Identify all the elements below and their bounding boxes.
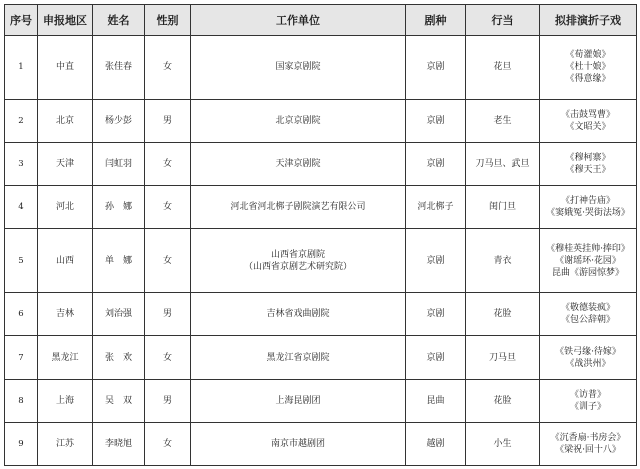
row-gender-cell: 男 xyxy=(145,379,191,422)
row-gender-cell: 女 xyxy=(145,229,191,293)
row-name-cell: 杨少彭 xyxy=(93,99,145,142)
row-plays-cell xyxy=(540,229,637,293)
play-title: 《战洪州》 xyxy=(565,358,611,369)
play-title: 《文昭关》 xyxy=(565,121,611,132)
row-region-cell: 黑龙江 xyxy=(38,336,93,379)
table-row xyxy=(5,293,637,336)
table-row xyxy=(5,336,637,379)
row-genre-cell: 越剧 xyxy=(406,422,466,465)
play-title: 《训子》 xyxy=(569,401,606,412)
row-region-cell: 上海 xyxy=(38,379,93,422)
row-name-cell: 单 娜 xyxy=(93,229,145,293)
row-name-cell: 张 欢 xyxy=(93,336,145,379)
table-row xyxy=(5,99,637,142)
row-role-cell: 刀马旦、武旦 xyxy=(466,143,540,186)
row-gender-cell: 女 xyxy=(145,186,191,229)
play-title: 《铁弓缘·待嫁》 xyxy=(555,346,621,357)
play-title: 《穆桂英挂帅·捧印》 xyxy=(546,243,630,254)
table-row xyxy=(5,186,637,229)
row-genre-cell: 京剧 xyxy=(406,336,466,379)
table-row xyxy=(5,422,637,465)
play-title: 《荀灌娘》 xyxy=(565,50,611,61)
row-name-cell: 孙 娜 xyxy=(93,186,145,229)
play-title: 《得意缘》 xyxy=(565,74,611,85)
row-region-cell: 山西 xyxy=(38,229,93,293)
table-row xyxy=(5,229,637,293)
row-name-cell: 李晓旭 xyxy=(93,422,145,465)
header-seq: 序号 xyxy=(5,5,38,36)
row-gender-cell: 女 xyxy=(145,336,191,379)
play-title: 《穆柯寨》 xyxy=(565,153,611,164)
unit-line: 国家京剧院 xyxy=(275,62,321,73)
row-role-cell: 花脸 xyxy=(466,379,540,422)
unit-line: 上海昆剧团 xyxy=(275,395,321,406)
row-name-cell: 吴 双 xyxy=(93,379,145,422)
row-unit-cell xyxy=(191,36,406,100)
row-unit-cell xyxy=(191,336,406,379)
row-name-cell: 闫虹羽 xyxy=(93,143,145,186)
row-seq-cell: 4 xyxy=(5,186,38,229)
row-region-cell: 北京 xyxy=(38,99,93,142)
header-role: 行当 xyxy=(466,5,540,36)
row-seq-cell: 2 xyxy=(5,99,38,142)
unit-line: 河北省河北梆子剧院演艺有限公司 xyxy=(230,202,366,213)
row-region-cell: 河北 xyxy=(38,186,93,229)
row-seq-cell: 8 xyxy=(5,379,38,422)
play-title: 《杜十娘》 xyxy=(565,62,611,73)
row-seq-cell: 3 xyxy=(5,143,38,186)
header-genre: 剧种 xyxy=(406,5,466,36)
row-seq-cell: 9 xyxy=(5,422,38,465)
unit-line: 南京市越剧团 xyxy=(270,438,325,449)
row-plays-cell xyxy=(540,422,637,465)
row-seq-cell: 1 xyxy=(5,36,38,100)
row-name-cell: 张佳春 xyxy=(93,36,145,100)
row-plays-cell xyxy=(540,186,637,229)
play-title: 《访普》 xyxy=(569,389,606,400)
play-title: 《梁祝·回十八》 xyxy=(555,444,621,455)
row-genre-cell: 京剧 xyxy=(406,36,466,100)
row-region-cell: 江苏 xyxy=(38,422,93,465)
play-title: 《敬德装疯》 xyxy=(560,303,615,314)
row-plays-cell xyxy=(540,36,637,100)
row-role-cell: 花旦 xyxy=(466,36,540,100)
row-gender-cell: 男 xyxy=(145,293,191,336)
row-genre-cell: 京剧 xyxy=(406,229,466,293)
play-title: 《沉香扇·书房会》 xyxy=(550,432,626,443)
row-plays-cell xyxy=(540,379,637,422)
row-role-cell: 青衣 xyxy=(466,229,540,293)
row-seq-cell: 7 xyxy=(5,336,38,379)
row-unit-cell xyxy=(191,293,406,336)
row-genre-cell: 京剧 xyxy=(406,293,466,336)
row-role-cell: 花脸 xyxy=(466,293,540,336)
header-region: 申报地区 xyxy=(38,5,93,36)
unit-line: 吉林省戏曲剧院 xyxy=(266,309,330,320)
row-seq-cell: 6 xyxy=(5,293,38,336)
table-row xyxy=(5,379,637,422)
performer-table-container xyxy=(4,4,636,466)
unit-line: 山西省京剧院 xyxy=(270,249,325,260)
unit-line: （山西省京剧艺术研究院） xyxy=(243,261,352,272)
table-body xyxy=(5,36,637,466)
play-title: 昆曲《游园惊梦》 xyxy=(551,267,624,278)
play-title: 《谢瑶环·花园》 xyxy=(555,255,621,266)
row-plays-cell xyxy=(540,336,637,379)
play-title: 《打神告庙》 xyxy=(560,196,615,207)
unit-line: 黑龙江省京剧院 xyxy=(266,352,330,363)
table-row xyxy=(5,36,637,100)
row-gender-cell: 女 xyxy=(145,143,191,186)
row-gender-cell: 女 xyxy=(145,422,191,465)
row-role-cell: 老生 xyxy=(466,99,540,142)
row-name-cell: 刘治强 xyxy=(93,293,145,336)
row-plays-cell xyxy=(540,99,637,142)
row-region-cell: 吉林 xyxy=(38,293,93,336)
row-gender-cell: 男 xyxy=(145,99,191,142)
row-unit-cell xyxy=(191,143,406,186)
row-genre-cell: 河北梆子 xyxy=(406,186,466,229)
row-unit-cell xyxy=(191,99,406,142)
row-gender-cell: 女 xyxy=(145,36,191,100)
header-name: 姓名 xyxy=(93,5,145,36)
row-unit-cell xyxy=(191,379,406,422)
row-region-cell: 中直 xyxy=(38,36,93,100)
row-unit-cell xyxy=(191,422,406,465)
row-role-cell: 小生 xyxy=(466,422,540,465)
header-row xyxy=(5,5,637,36)
table-row xyxy=(5,143,637,186)
row-unit-cell xyxy=(191,186,406,229)
play-title: 《穆天王》 xyxy=(565,165,611,176)
row-role-cell: 刀马旦 xyxy=(466,336,540,379)
row-genre-cell: 京剧 xyxy=(406,99,466,142)
row-unit-cell xyxy=(191,229,406,293)
row-seq-cell: 5 xyxy=(5,229,38,293)
header-unit: 工作单位 xyxy=(191,5,406,36)
header-gender: 性别 xyxy=(145,5,191,36)
play-title: 《包公辞朝》 xyxy=(560,315,615,326)
play-title: 《窦娥冤·哭街法场》 xyxy=(546,208,630,219)
row-plays-cell xyxy=(540,293,637,336)
row-role-cell: 闺门旦 xyxy=(466,186,540,229)
row-genre-cell: 昆曲 xyxy=(406,379,466,422)
row-genre-cell: 京剧 xyxy=(406,143,466,186)
unit-line: 北京京剧院 xyxy=(275,115,321,126)
performer-table xyxy=(4,4,637,466)
row-region-cell: 天津 xyxy=(38,143,93,186)
play-title: 《击鼓骂曹》 xyxy=(560,109,615,120)
unit-line: 天津京剧院 xyxy=(275,159,321,170)
row-plays-cell xyxy=(540,143,637,186)
header-plays: 拟排演折子戏 xyxy=(540,5,637,36)
